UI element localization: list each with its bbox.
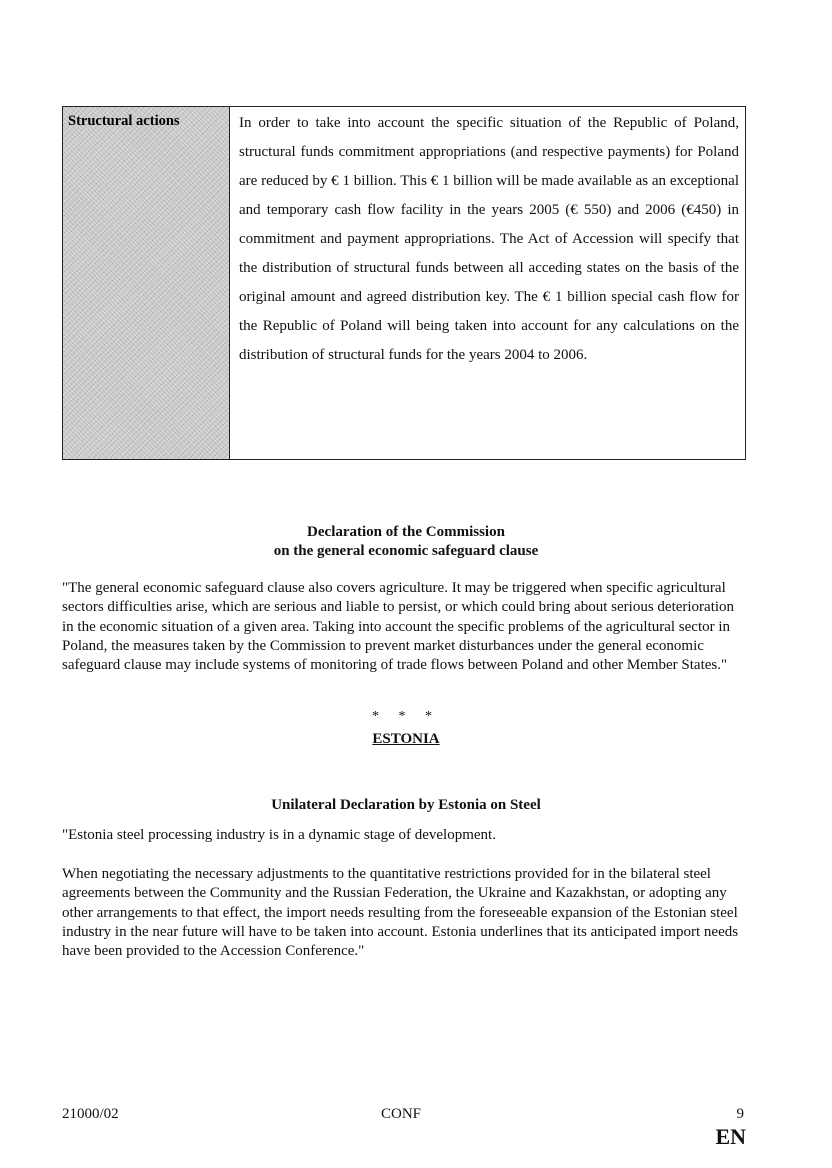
country-heading: ESTONIA (372, 731, 440, 747)
table-label: Structural actions (68, 113, 180, 129)
steel-declaration-title: Unilateral Declaration by Estonia on Steel (271, 797, 541, 813)
steel-paragraph-2: When negotiating the necessary adjustments to the quantitative restrictions provided for in the bilateral steel agreements between the Community and the Russian Federation, the Ukraine and Kazakhstan, or adopting any other arrangements to that effect, the import needs resulting from the foreseeable expansion of the Estonian steel industry in the near future will have to be taken into account. Estonia underlines that its anticipated import needs have been provided to the Accession Conference." (62, 866, 739, 960)
footer-conf: CONF (381, 1106, 422, 1122)
structural-actions-table (62, 106, 746, 460)
table-label-cell (63, 107, 230, 459)
declaration-title-line2: on the general economic safeguard clause (273, 543, 539, 559)
declaration-paragraph: "The general economic safeguard clause also covers agriculture. It may be triggered when specific agricultural sectors difficulties arise, which are serious and liable to persist, or which could bring about serious deterioration in the economic situation of a given area. Taking into account the specific problems of the agricultural sector in Poland, the measures taken by the Commission to prevent market disturbances under the general economic safeguard clause may include systems of monitoring of trade flows between Poland and other Member States." (62, 580, 735, 674)
steel-paragraph-1: "Estonia steel processing industry is in a dynamic stage of development. (62, 827, 496, 843)
page-number: 9 (736, 1106, 744, 1122)
language-code: EN (715, 1124, 746, 1149)
footer-reference: 21000/02 (62, 1106, 119, 1122)
declaration-title-line1: Declaration of the Commission (307, 524, 505, 540)
table-text-cell: In order to take into account the specific situation of the Republic of Poland, structural funds commitment appropriations (and respective payments) for Poland are reduced by € 1 billion. This € 1 billion will be made available as an exceptional and temporary cash flow facility in the years 2005 (€ 550) and 2006 (€450) in commitment and payment appropriations. The Act of Accession will specify that the distribution of structural funds between all acceding states on the basis of the original amount and agreed distribution key. The € 1 billion special cash flow for the Republic of Poland will being taken into account for any calculations on the distribution of structural funds for the years 2004 to 2006. (239, 115, 739, 363)
section-separator: * * * (372, 709, 440, 724)
